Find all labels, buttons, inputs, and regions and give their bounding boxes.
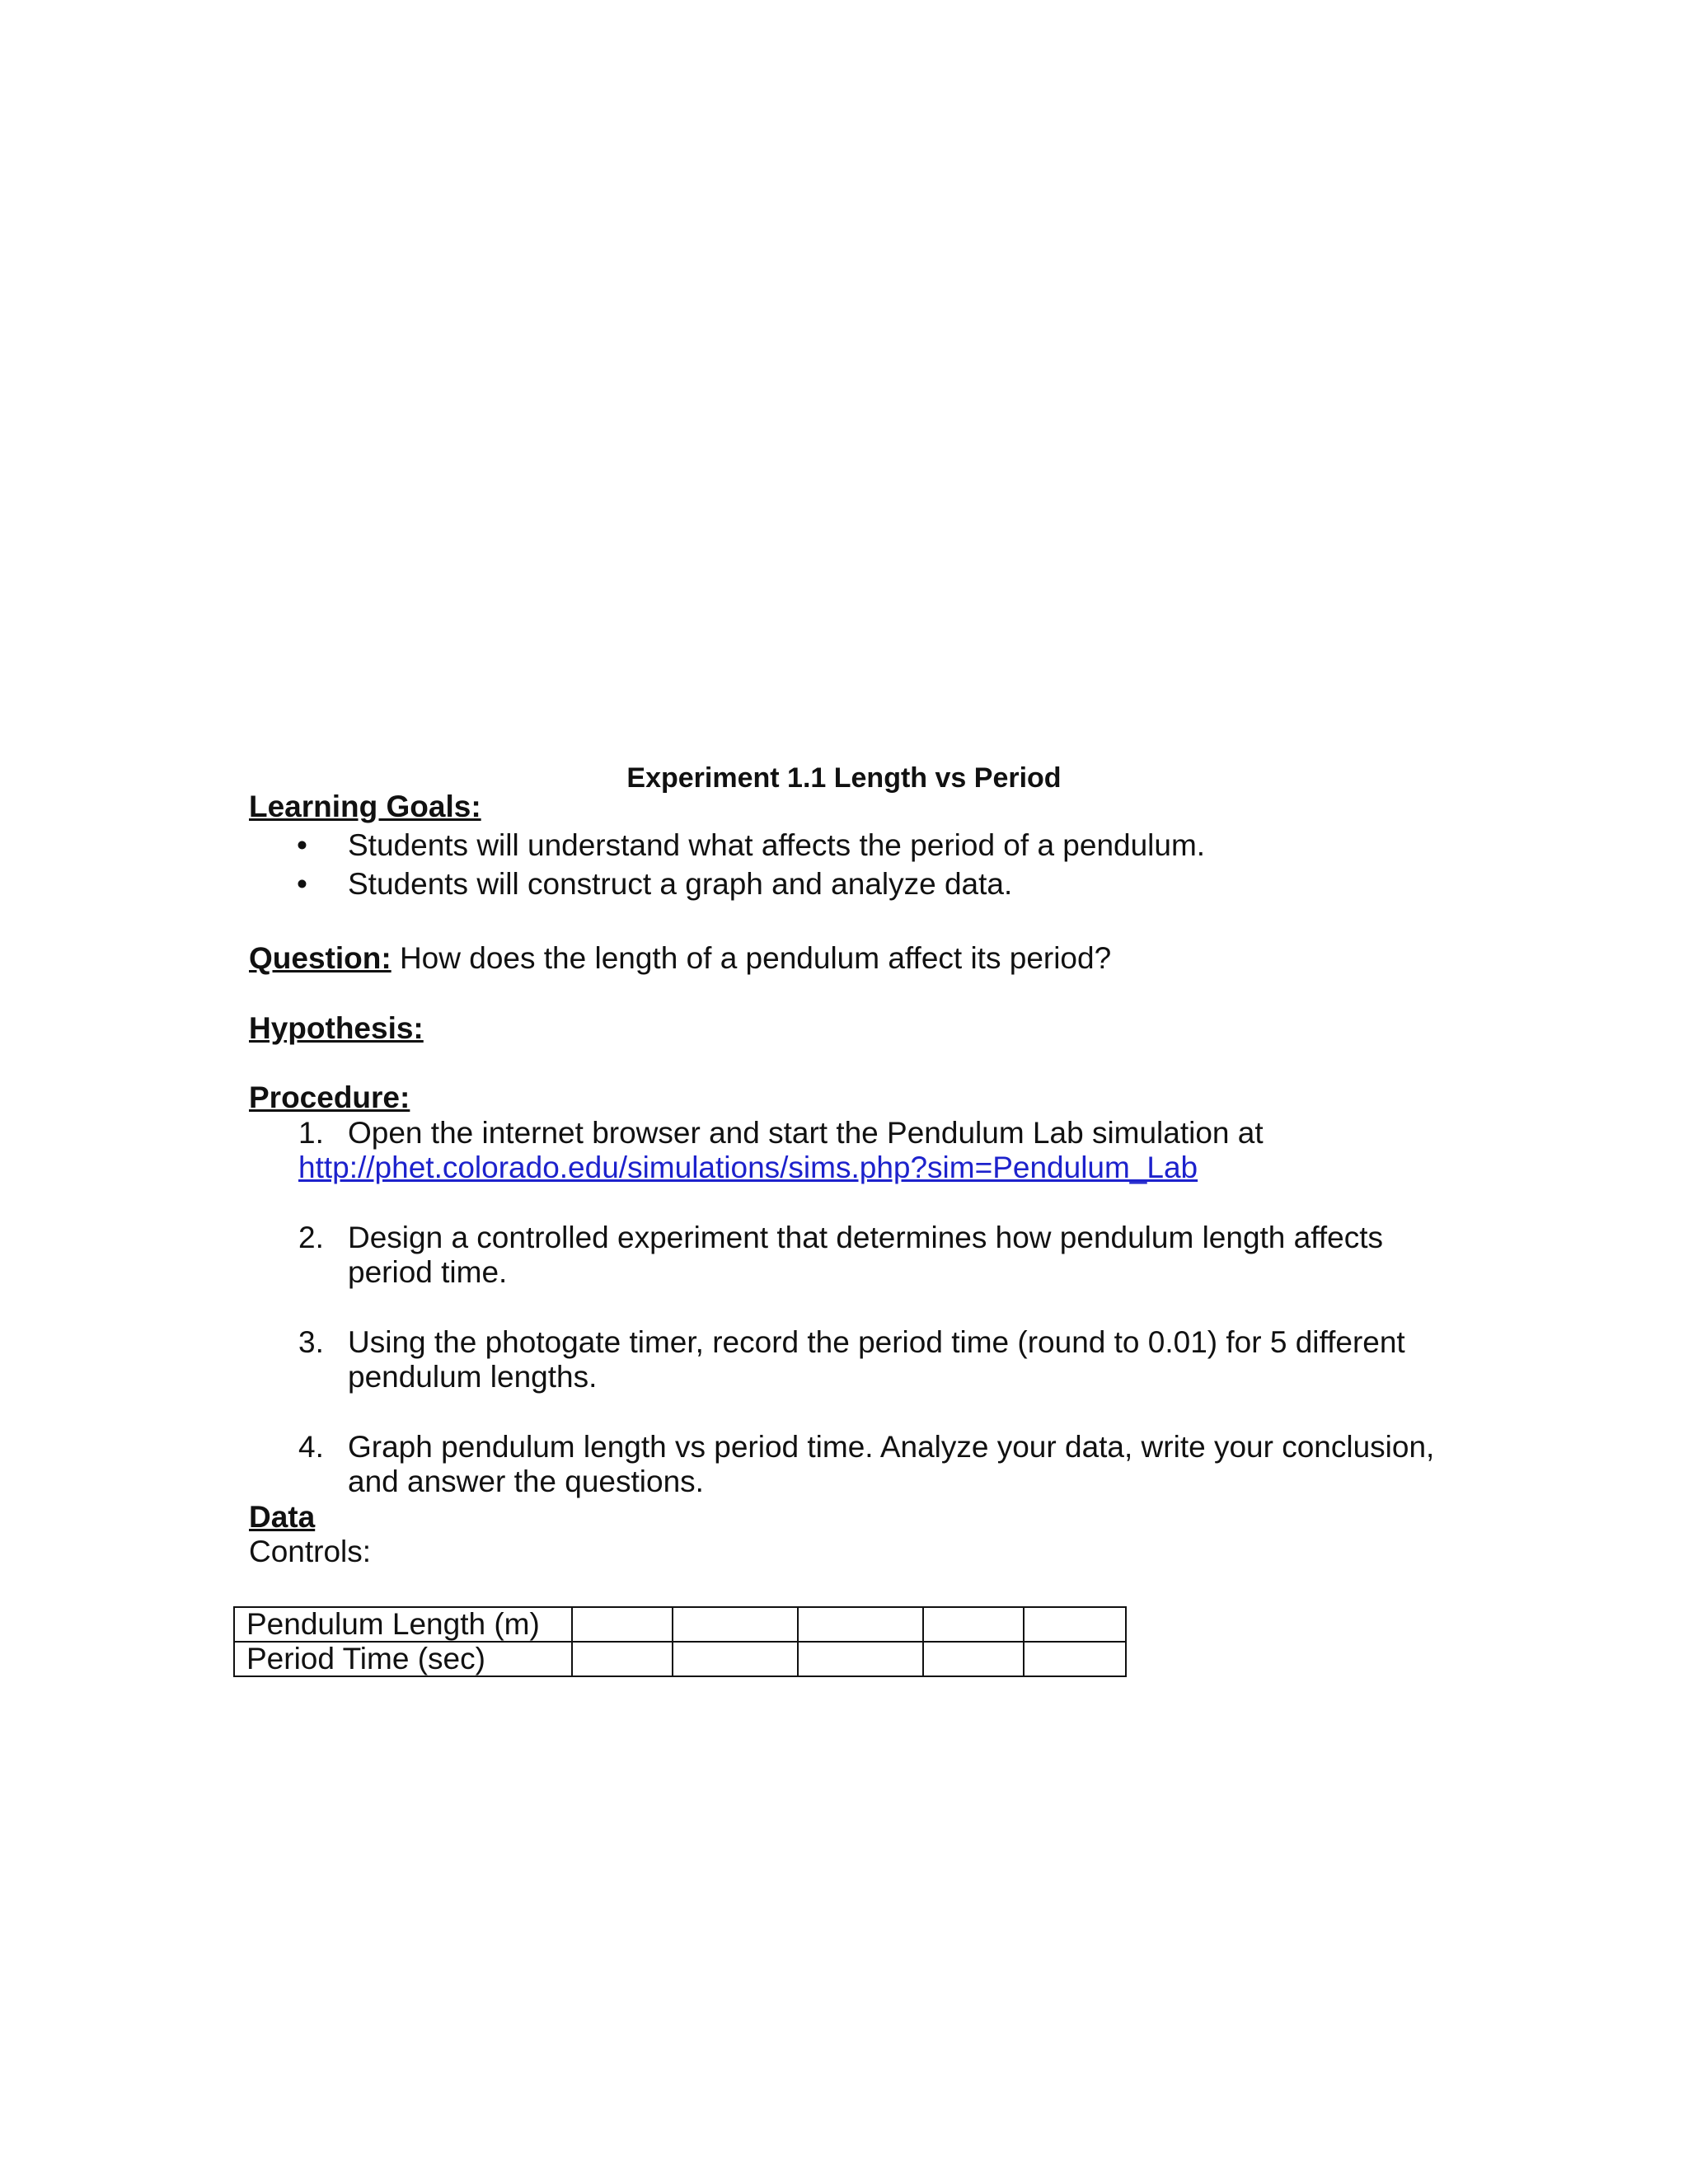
question-heading: Question: — [249, 941, 392, 975]
table-cell[interactable] — [572, 1642, 673, 1676]
data-heading: Data — [249, 1500, 316, 1534]
bullet-icon: • — [297, 867, 307, 901]
table-cell[interactable] — [1024, 1642, 1126, 1676]
learning-goals-heading: Learning Goals: — [249, 790, 481, 823]
row-label-pendulum-length: Pendulum Length (m) — [234, 1607, 572, 1642]
table-cell[interactable] — [798, 1607, 923, 1642]
table-row — [234, 1642, 1126, 1676]
step-text-continued: period time. — [348, 1255, 508, 1289]
document-title: Experiment 1.1 Length vs Period — [626, 762, 1062, 794]
step-text: Using the photogate timer, record the period time (round to 0.01) for 5 different — [348, 1325, 1405, 1359]
table-cell[interactable] — [1024, 1607, 1126, 1642]
table-cell[interactable] — [572, 1607, 673, 1642]
step-number: 1. — [298, 1116, 324, 1150]
phet-simulation-link[interactable]: http://phet.colorado.edu/simulations/sims.php?sim=Pendulum_Lab — [298, 1151, 1198, 1184]
procedure-heading: Procedure: — [249, 1080, 410, 1114]
question-text: How does the length of a pendulum affect its period? — [391, 941, 1112, 975]
table-cell[interactable] — [798, 1642, 923, 1676]
step-text: Graph pendulum length vs period time. Analyze your data, write your conclusion, — [348, 1430, 1435, 1464]
question-line — [249, 940, 1111, 976]
table-cell[interactable] — [923, 1607, 1024, 1642]
step-text: Open the internet browser and start the Pendulum Lab simulation at — [348, 1116, 1264, 1150]
learning-goal-item: Students will understand what affects the period of a pendulum. — [348, 828, 1206, 862]
step-number: 2. — [298, 1221, 324, 1254]
hypothesis-heading: Hypothesis: — [249, 1011, 424, 1045]
step-text-continued: pendulum lengths. — [348, 1360, 598, 1394]
table-cell[interactable] — [673, 1642, 798, 1676]
step-number: 4. — [298, 1430, 324, 1464]
controls-label: Controls: — [249, 1535, 372, 1568]
step-text: Design a controlled experiment that determines how pendulum length affects — [348, 1221, 1383, 1254]
table-cell[interactable] — [673, 1607, 798, 1642]
step-number: 3. — [298, 1325, 324, 1359]
row-label-period-time: Period Time (sec) — [234, 1642, 572, 1676]
data-table — [233, 1606, 1127, 1677]
table-row — [234, 1607, 1126, 1642]
table-cell[interactable] — [923, 1642, 1024, 1676]
learning-goal-item: Students will construct a graph and analyze data. — [348, 867, 1013, 901]
bullet-icon: • — [297, 828, 307, 862]
step-text-continued: and answer the questions. — [348, 1465, 704, 1498]
